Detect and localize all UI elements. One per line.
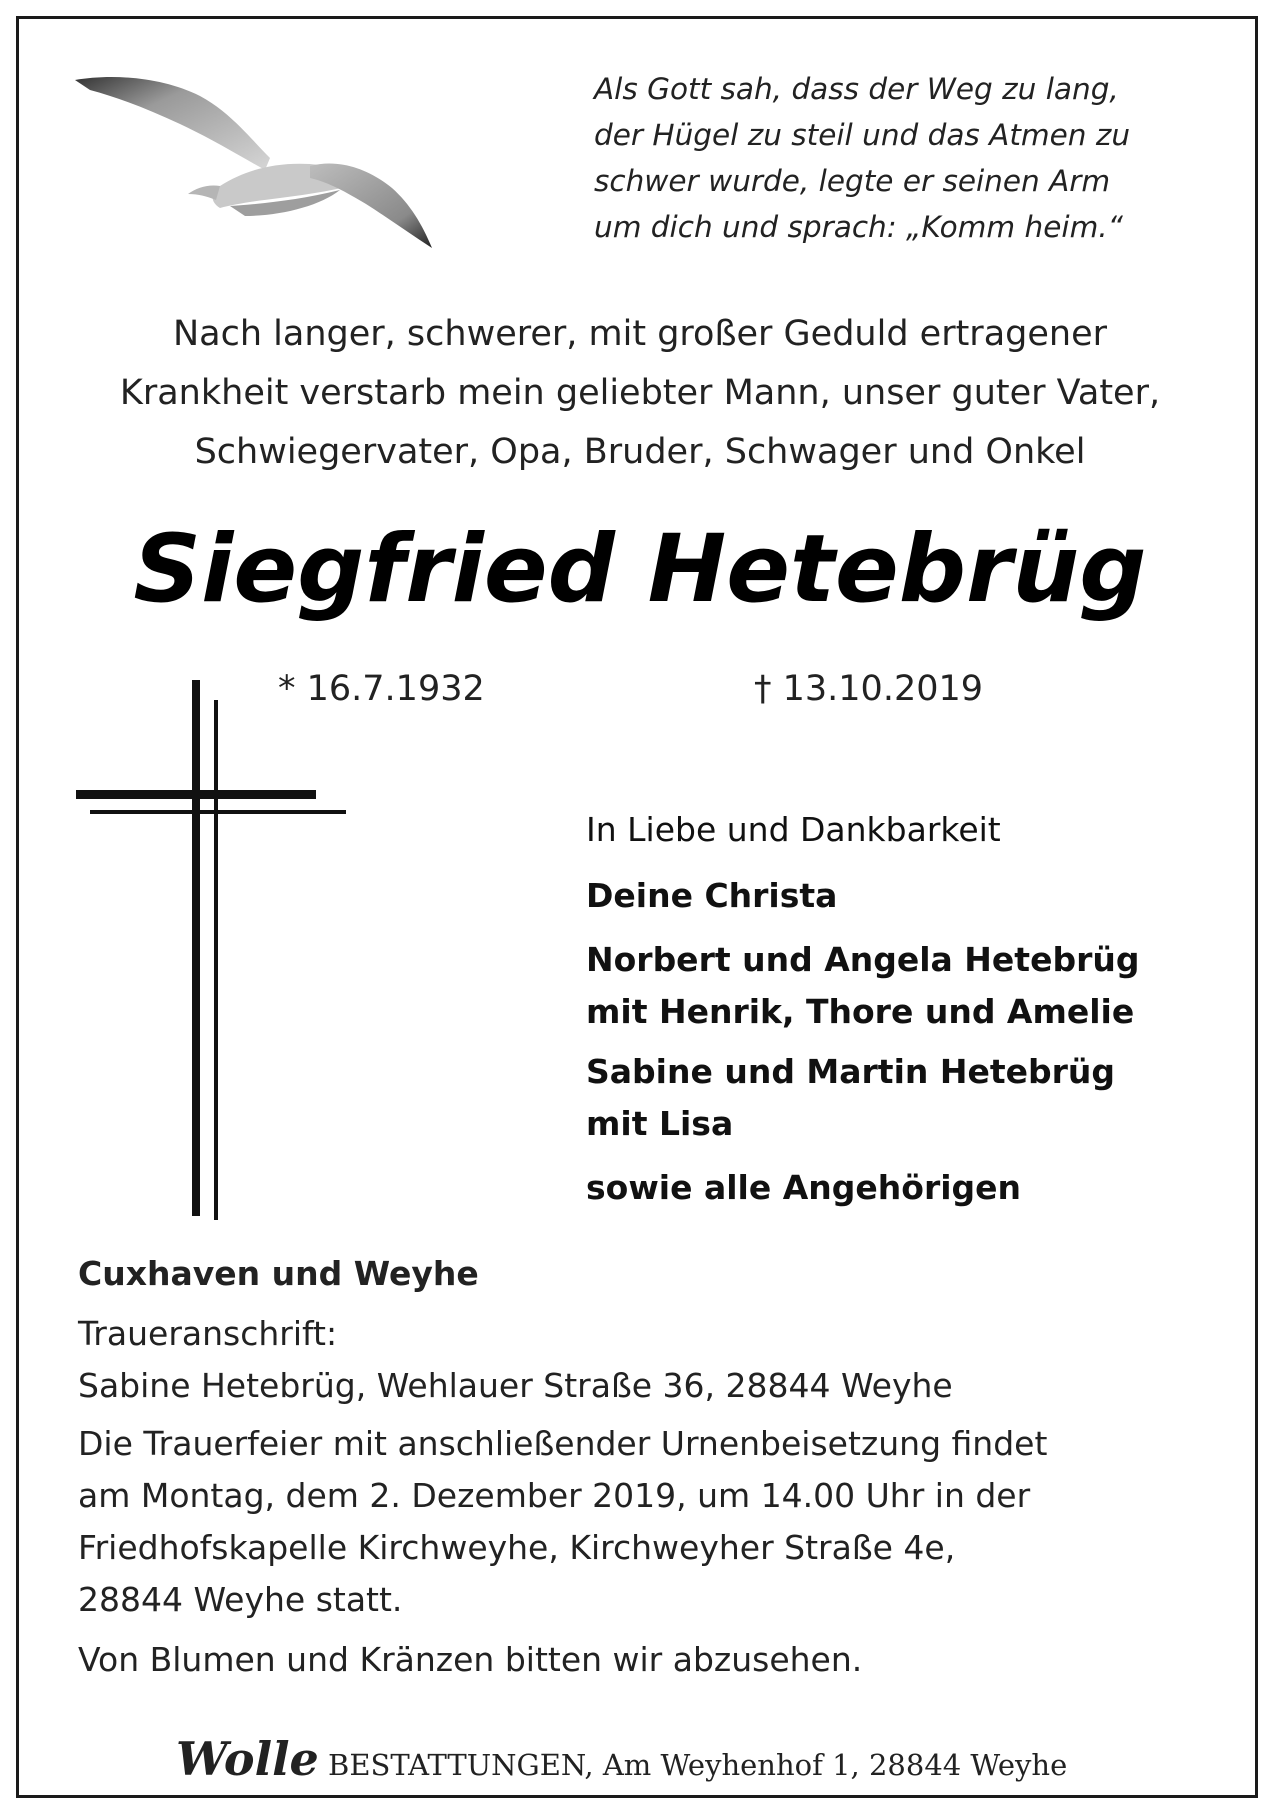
address-label: Traueranschrift: — [78, 1314, 338, 1353]
mourners-intro: In Liebe und Dankbarkeit — [586, 810, 1001, 849]
mourner-spouse: Deine Christa — [586, 876, 838, 915]
funeral-home-address: BESTATTUNGEN, Am Weyhenhof 1, 28844 Weyhe — [328, 1748, 1068, 1782]
birth-date: * 16.7.1932 — [278, 669, 485, 709]
funeral-home-logo: Wolle — [176, 1732, 319, 1786]
ceremony-line: Friedhofskapelle Kirchweyhe, Kirchweyher Straße 4e, — [78, 1528, 956, 1567]
verse-line: schwer wurde, legte er seinen Arm — [594, 164, 1111, 198]
verse-line: Als Gott sah, dass der Weg zu lang, — [594, 72, 1119, 106]
intro-line: Krankheit verstarb mein geliebter Mann, unser guter Vater, — [119, 373, 1161, 413]
mourner-family-line: mit Lisa — [586, 1104, 734, 1143]
intro-text — [40, 305, 1240, 482]
cross-icon — [74, 676, 354, 1224]
verse-line: um dich und sprach: „Komm heim.“ — [594, 210, 1123, 244]
flowers-note: Von Blumen und Kränzen bitten wir abzusehen. — [78, 1640, 863, 1679]
mourning-address: Sabine Hetebrüg, Wehlauer Straße 36, 28844 Weyhe — [78, 1366, 953, 1405]
mourners-block — [586, 804, 1246, 1214]
intro-line: Nach langer, schwerer, mit großer Geduld ertragener — [172, 314, 1107, 354]
ceremony-line: am Montag, dem 2. Dezember 2019, um 14.00 Uhr in der — [78, 1476, 1031, 1515]
funeral-home-footer — [176, 1732, 1068, 1786]
verse — [594, 66, 1234, 250]
mourner-family-line: Sabine und Martin Hetebrüg — [586, 1052, 1116, 1091]
funeral-info — [78, 1248, 1258, 1686]
seagull-icon — [70, 66, 440, 256]
mourner-others: sowie alle Angehörigen — [586, 1168, 1022, 1207]
verse-line: der Hügel zu steil und das Atmen zu — [594, 118, 1131, 152]
ceremony-line: Die Trauerfeier mit anschließender Urnenbeisetzung findet — [78, 1424, 1048, 1463]
mourner-family-line: mit Henrik, Thore und Amelie — [586, 992, 1135, 1031]
death-date: † 13.10.2019 — [754, 669, 984, 709]
deceased-name: Siegfried Hetebrüg — [133, 515, 1147, 624]
place: Cuxhaven und Weyhe — [78, 1254, 479, 1293]
intro-line: Schwiegervater, Opa, Bruder, Schwager und Onkel — [194, 432, 1086, 472]
ceremony-line: 28844 Weyhe statt. — [78, 1580, 403, 1619]
mourner-family-line: Norbert und Angela Hetebrüg — [586, 940, 1140, 979]
